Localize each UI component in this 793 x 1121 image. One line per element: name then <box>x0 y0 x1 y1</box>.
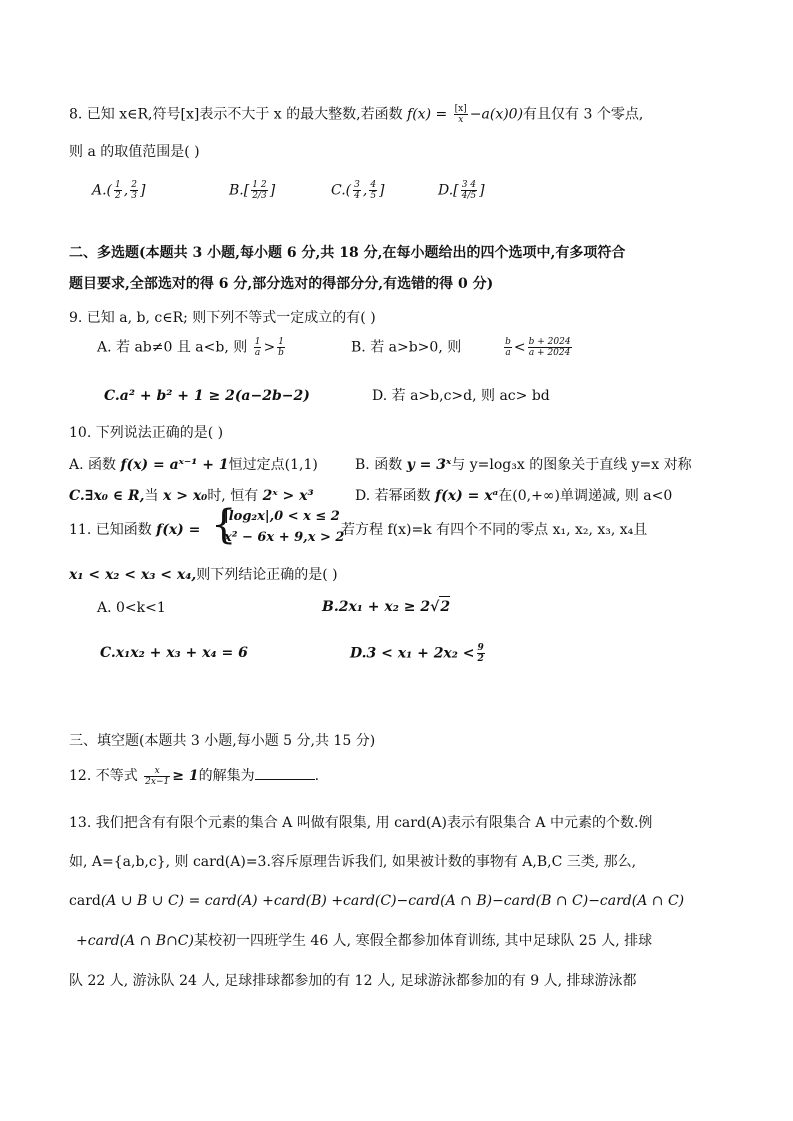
q10-stem: 10. 下列说法正确的是( ) <box>69 425 224 441</box>
q8-option-a: A.( $\frac{1}{2}$ , $\frac{2}{3}$ ] <box>92 180 146 201</box>
q9-option-c: C.a² + b² + 1 ≥ 2(a−2b−2) <box>104 388 310 404</box>
q8-line2: 则 a 的取值范围是( ) <box>69 144 200 160</box>
section2-heading-line1: 二、多选题(本题共 3 小题,每小题 6 分,共 18 分,在每小题给出的四个选项中,有多项符合 <box>69 245 626 261</box>
q8-func: f(x) = <box>407 106 452 123</box>
q11-option-a: A. 0<k<1 <box>97 600 166 616</box>
q10-option-c: C.∃x₀ ∈ R,当 x > x₀时, 恒有 2ˣ > x³ <box>69 488 314 504</box>
q9-option-d: D. 若 a>b,c>d, 则 ac> bd <box>372 388 550 404</box>
section2-heading-line2: 题目要求,全部选对的得 6 分,部分选对的得部分分,有选错的得 0 分) <box>69 276 494 292</box>
q8-func-tail: −a(x)0) <box>469 106 524 123</box>
q8-stem-post: 有且仅有 3 个零点, <box>523 106 644 123</box>
q8-line1 <box>69 104 643 125</box>
q11-case2: x² − 6x + 9,x > 2 <box>224 530 345 545</box>
q9-stem: 9. 已知 a, b, c∈R; 则下列不等式一定成立的有( ) <box>69 310 376 326</box>
q12-line: 12. 不等式 $\frac{x}{2x-1}$ ≥ 1的解集为 . <box>69 765 320 787</box>
q13-line4: +card(A ∩ B∩C)某校初一四班学生 46 人, 寒假全都参加体育训练, 其中足球队 25 人, 排球 <box>76 933 653 949</box>
q10-option-a: A. 函数 f(x) = aˣ⁻¹ + 1恒过定点(1,1) <box>69 457 318 473</box>
q13-line5: 队 22 人, 游泳队 24 人, 足球排球都参加的有 12 人, 足球游泳都参加的有 9 人, 排球游泳都 <box>69 973 637 989</box>
q11-brace: { <box>211 502 237 548</box>
q11-stem-post: 若方程 f(x)=k 有四个不同的零点 x₁, x₂, x₃, x₄且 <box>341 522 648 538</box>
q10-option-d: D. 若幂函数 f(x) = xᵃ在(0,+∞)单调递减, 则 a<0 <box>355 488 673 504</box>
q8-stem-pre: 8. 已知 x∈R,符号[x]表示不大于 x 的最大整数,若函数 <box>69 106 403 123</box>
q11-option-d: D.3 < x₁ + 2x₂ < $\frac{9}{2}$ <box>350 643 484 664</box>
q8-option-b: B.[ $\frac{1 2}{2/3}$ ] <box>229 180 276 201</box>
q11-line2: x₁ < x₂ < x₃ < x₄,则下列结论正确的是( ) <box>69 567 338 583</box>
q11-option-c: C.x₁x₂ + x₃ + x₄ = 6 <box>100 645 248 661</box>
q8-option-d: D.[ $\frac{3 4}{4/5}$ ] <box>438 180 485 201</box>
q11-option-b: B.2x₁ + x₂ ≥ 2√2 <box>322 596 450 617</box>
q12-answer-blank[interactable] <box>255 765 315 780</box>
q13-line2: 如, A={a,b,c}, 则 card(A)=3.容斥原理告诉我们, 如果被计数的事物有 A,B,C 三类, 那么, <box>69 854 637 870</box>
q10-option-b: B. 函数 y = 3ˣ与 y=log₃x 的图象关于直线 y=x 对称 <box>355 457 692 473</box>
q11-stem-pre: 11. 已知函数 f(x) = <box>69 522 201 538</box>
q13-line1: 13. 我们把含有有限个元素的集合 A 叫做有限集, 用 card(A)表示有限集合 A 中元素的个数.例 <box>69 815 653 831</box>
section3-heading: 三、填空题(本题共 3 小题,每小题 5 分,共 15 分) <box>69 733 376 749</box>
q11-case1: |log₂x|,0 < x ≤ 2 <box>224 509 340 524</box>
q9-option-a: A. 若 ab≠0 且 a<b, 则 $\frac{1}{a}$ > $\frac{1}{b}$ <box>97 337 284 358</box>
q8-option-c: C.( $\frac{3}{4}$ , $\frac{4}{5}$ ] <box>331 180 385 201</box>
q9-option-b: B. 若 a>b>0, 则 $\frac{b}{a}$ < $\frac{b + 2024}{a + 2024}$ <box>351 337 571 358</box>
q8-fraction: $\frac{[x]}{x}$ <box>454 104 467 125</box>
q13-line3: card(A ∪ B ∪ C) = card(A) +card(B) +card(C)−card(A ∩ B)−card(B ∩ C)−card(A ∩ C) <box>69 893 685 909</box>
